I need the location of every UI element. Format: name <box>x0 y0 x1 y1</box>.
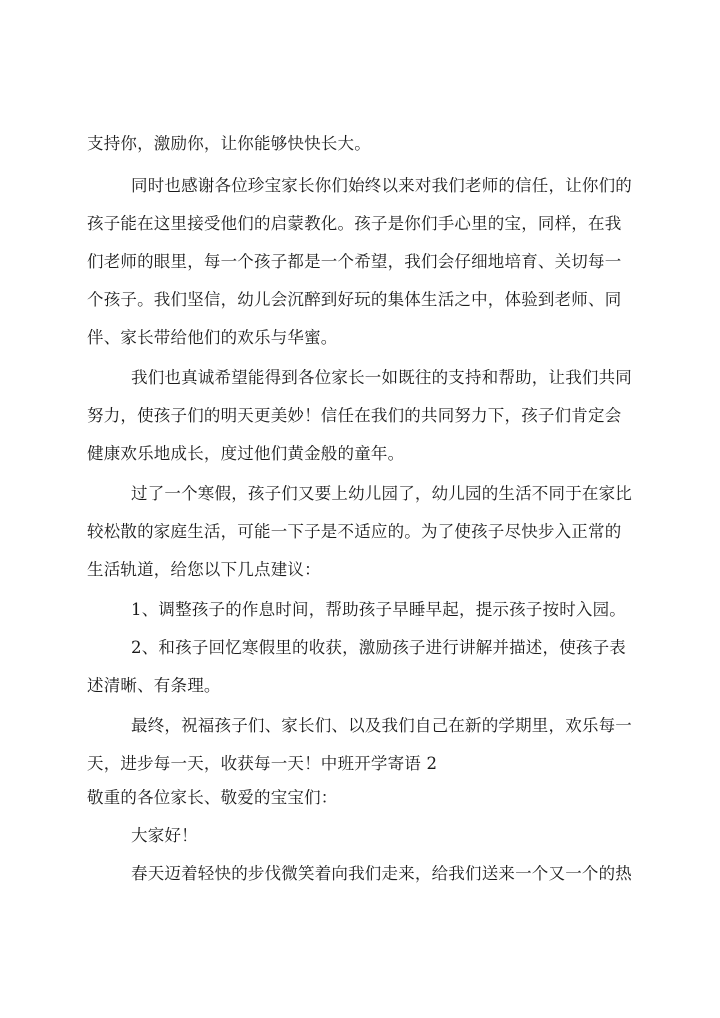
text-line-3: 孩子能在这里接受他们的启蒙教化。孩子是你们手心里的宝，同样，在我 <box>87 214 622 233</box>
text-line-17: 天，进步每一天，收获每一天！中班开学寄语 2 <box>87 754 438 773</box>
text-line-18: 敬重的各位家长、敬爱的宝宝们： <box>87 788 338 807</box>
text-line-6: 伴、家长带给他们的欢乐与华蜜。 <box>87 328 338 347</box>
text-line-4: 们老师的眼里，每一个孩子都是一个希望，我们会仔细地培育、关切每一 <box>87 252 622 271</box>
text-line-11: 较松散的家庭生活，可能一下子是不适应的。为了使孩子尽快步入正常的 <box>87 522 622 541</box>
text-line-14: 2、和孩子回忆寒假里的收获，激励孩子进行讲解并描述，使孩子表 <box>131 638 626 657</box>
text-line-7: 我们也真诚希望能得到各位家长一如既往的支持和帮助，让我们共同 <box>131 368 632 387</box>
text-line-8: 努力，使孩子们的明天更美妙！信任在我们的共同努力下，孩子们肯定会 <box>87 406 622 425</box>
text-line-2: 同时也感谢各位珍宝家长你们始终以来对我们老师的信任，让你们的 <box>131 176 632 195</box>
text-line-16: 最终，祝福孩子们、家长们、以及我们自己在新的学期里，欢乐每一 <box>131 716 632 735</box>
text-line-19: 大家好！ <box>131 826 198 845</box>
text-line-5: 个孩子。我们坚信，幼儿会沉醉到好玩的集体生活之中，体验到老师、同 <box>87 290 622 309</box>
text-line-13: 1、调整孩子的作息时间，帮助孩子早睡早起，提示孩子按时入园。 <box>131 600 626 619</box>
text-line-9: 健康欢乐地成长，度过他们黄金般的童年。 <box>87 444 405 463</box>
text-line-20: 春天迈着轻快的步伐微笑着向我们走来，给我们送来一个又一个的热 <box>131 864 632 883</box>
text-line-10: 过了一个寒假，孩子们又要上幼儿园了，幼儿园的生活不同于在家比 <box>131 484 632 503</box>
text-line-12: 生活轨道，给您以下几点建议： <box>87 560 321 579</box>
text-line-15: 述清晰、有条理。 <box>87 676 221 695</box>
text-line-1: 支持你，激励你，让你能够快快长大。 <box>87 134 371 153</box>
